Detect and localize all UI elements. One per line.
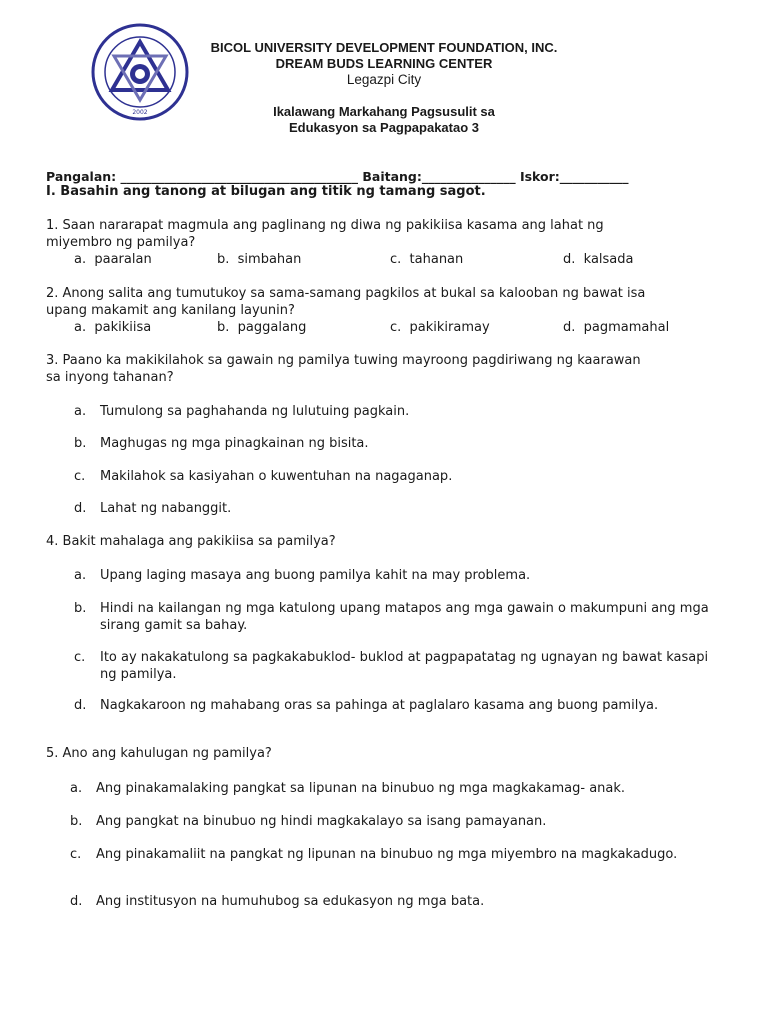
question-5 [46, 745, 736, 762]
test-title-line-2: Edukasyon sa Pagpapakatao 3 [288, 120, 480, 135]
question-text: 5. Ano ang kahulugan ng pamilya? [46, 746, 272, 761]
option-2d: d. pagmamahal [563, 320, 670, 335]
option-1a: a. paaralan [74, 252, 152, 267]
question-2 [46, 285, 736, 319]
question-4 [46, 533, 736, 550]
question-3 [46, 352, 736, 386]
option-3c: c. Makilahok sa kasiyahan o kuwentuhan na nagaganap. [74, 469, 453, 484]
question-text: 1. Saan nararapat magmula ang paglinang ng diwa ng pakikiisa kasama ang lahat ng [46, 218, 604, 233]
question-text: sa inyong tahanan? [46, 370, 174, 385]
question-1 [46, 217, 736, 251]
option-4b: b. Hindi na kailangan ng mga katulong upang matapos ang mga gawain o makumpuni ang mga sirang gamit sa bahay. [74, 601, 709, 633]
option-5c: c. Ang pinakamaliit na pangkat ng lipunan na binubuo ng mga miyembro na magkakadugo. [70, 847, 678, 862]
option-1c: c. tahanan [390, 252, 464, 267]
option-3b: b. Maghugas ng mga pinagkainan ng bisita. [74, 436, 369, 451]
question-text: 3. Paano ka makikilahok sa gawain ng pamilya tuwing mayroong pagdiriwang ng kaarawan [46, 353, 641, 368]
city-name: Legazpi City [346, 72, 422, 87]
option-4d: d. Nagkakaroon ng mahabang oras sa pahinga at paglalaro kasama ang buong pamilya. [74, 698, 659, 713]
option-5a: a. Ang pinakamalaking pangkat sa lipunan na binubuo ng mga magkakamag- anak. [70, 781, 626, 796]
svg-text:2002: 2002 [132, 109, 148, 116]
question-text: upang makamit ang kanilang layunin? [46, 303, 295, 318]
instructions: I. Basahin ang tanong at bilugan ang titik ng tamang sagot. [46, 184, 486, 199]
question-text: 4. Bakit mahalaga ang pakikiisa sa pamilya? [46, 534, 336, 549]
option-5d: d. Ang institusyon na humuhubog sa edukasyon ng mga bata. [70, 894, 485, 909]
option-2b: b. paggalang [217, 320, 307, 335]
option-2c: c. pakikiramay [390, 320, 490, 335]
option-1d: d. kalsada [563, 252, 634, 267]
option-4c: c. Ito ay nakakatulong sa pagkakabuklod- buklod at pagpapatatag ng ugnayan ng bawat kasapi ng pamilya. [74, 650, 709, 682]
option-1b: b. simbahan [217, 252, 302, 267]
test-title-line-1: Ikalawang Markahang Pagsusulit sa [273, 104, 495, 119]
option-3d: d. Lahat ng nabanggit. [74, 501, 232, 516]
option-4a: a. Upang laging masaya ang buong pamilya kahit na may problema. [74, 568, 531, 583]
option-2a: a. pakikiisa [74, 320, 152, 335]
org-name: BICOL UNIVERSITY DEVELOPMENT FOUNDATION, INC. [210, 40, 558, 55]
option-3a: a. Tumulong sa paghahanda ng lulutuing pagkain. [74, 404, 410, 419]
question-text: 2. Anong salita ang tumutukoy sa sama-samang pagkilos at bukal sa kalooban ng bawat isa [46, 286, 646, 301]
center-name: DREAM BUDS LEARNING CENTER [275, 56, 493, 71]
student-info-fields: Pangalan: ______________________________________ Baitang:_______________ Iskor:___________ [46, 169, 629, 184]
question-text: miyembro ng pamilya? [46, 235, 196, 250]
option-5b: b. Ang pangkat na binubuo ng hindi magkakalayo sa isang pamayanan. [70, 814, 547, 829]
